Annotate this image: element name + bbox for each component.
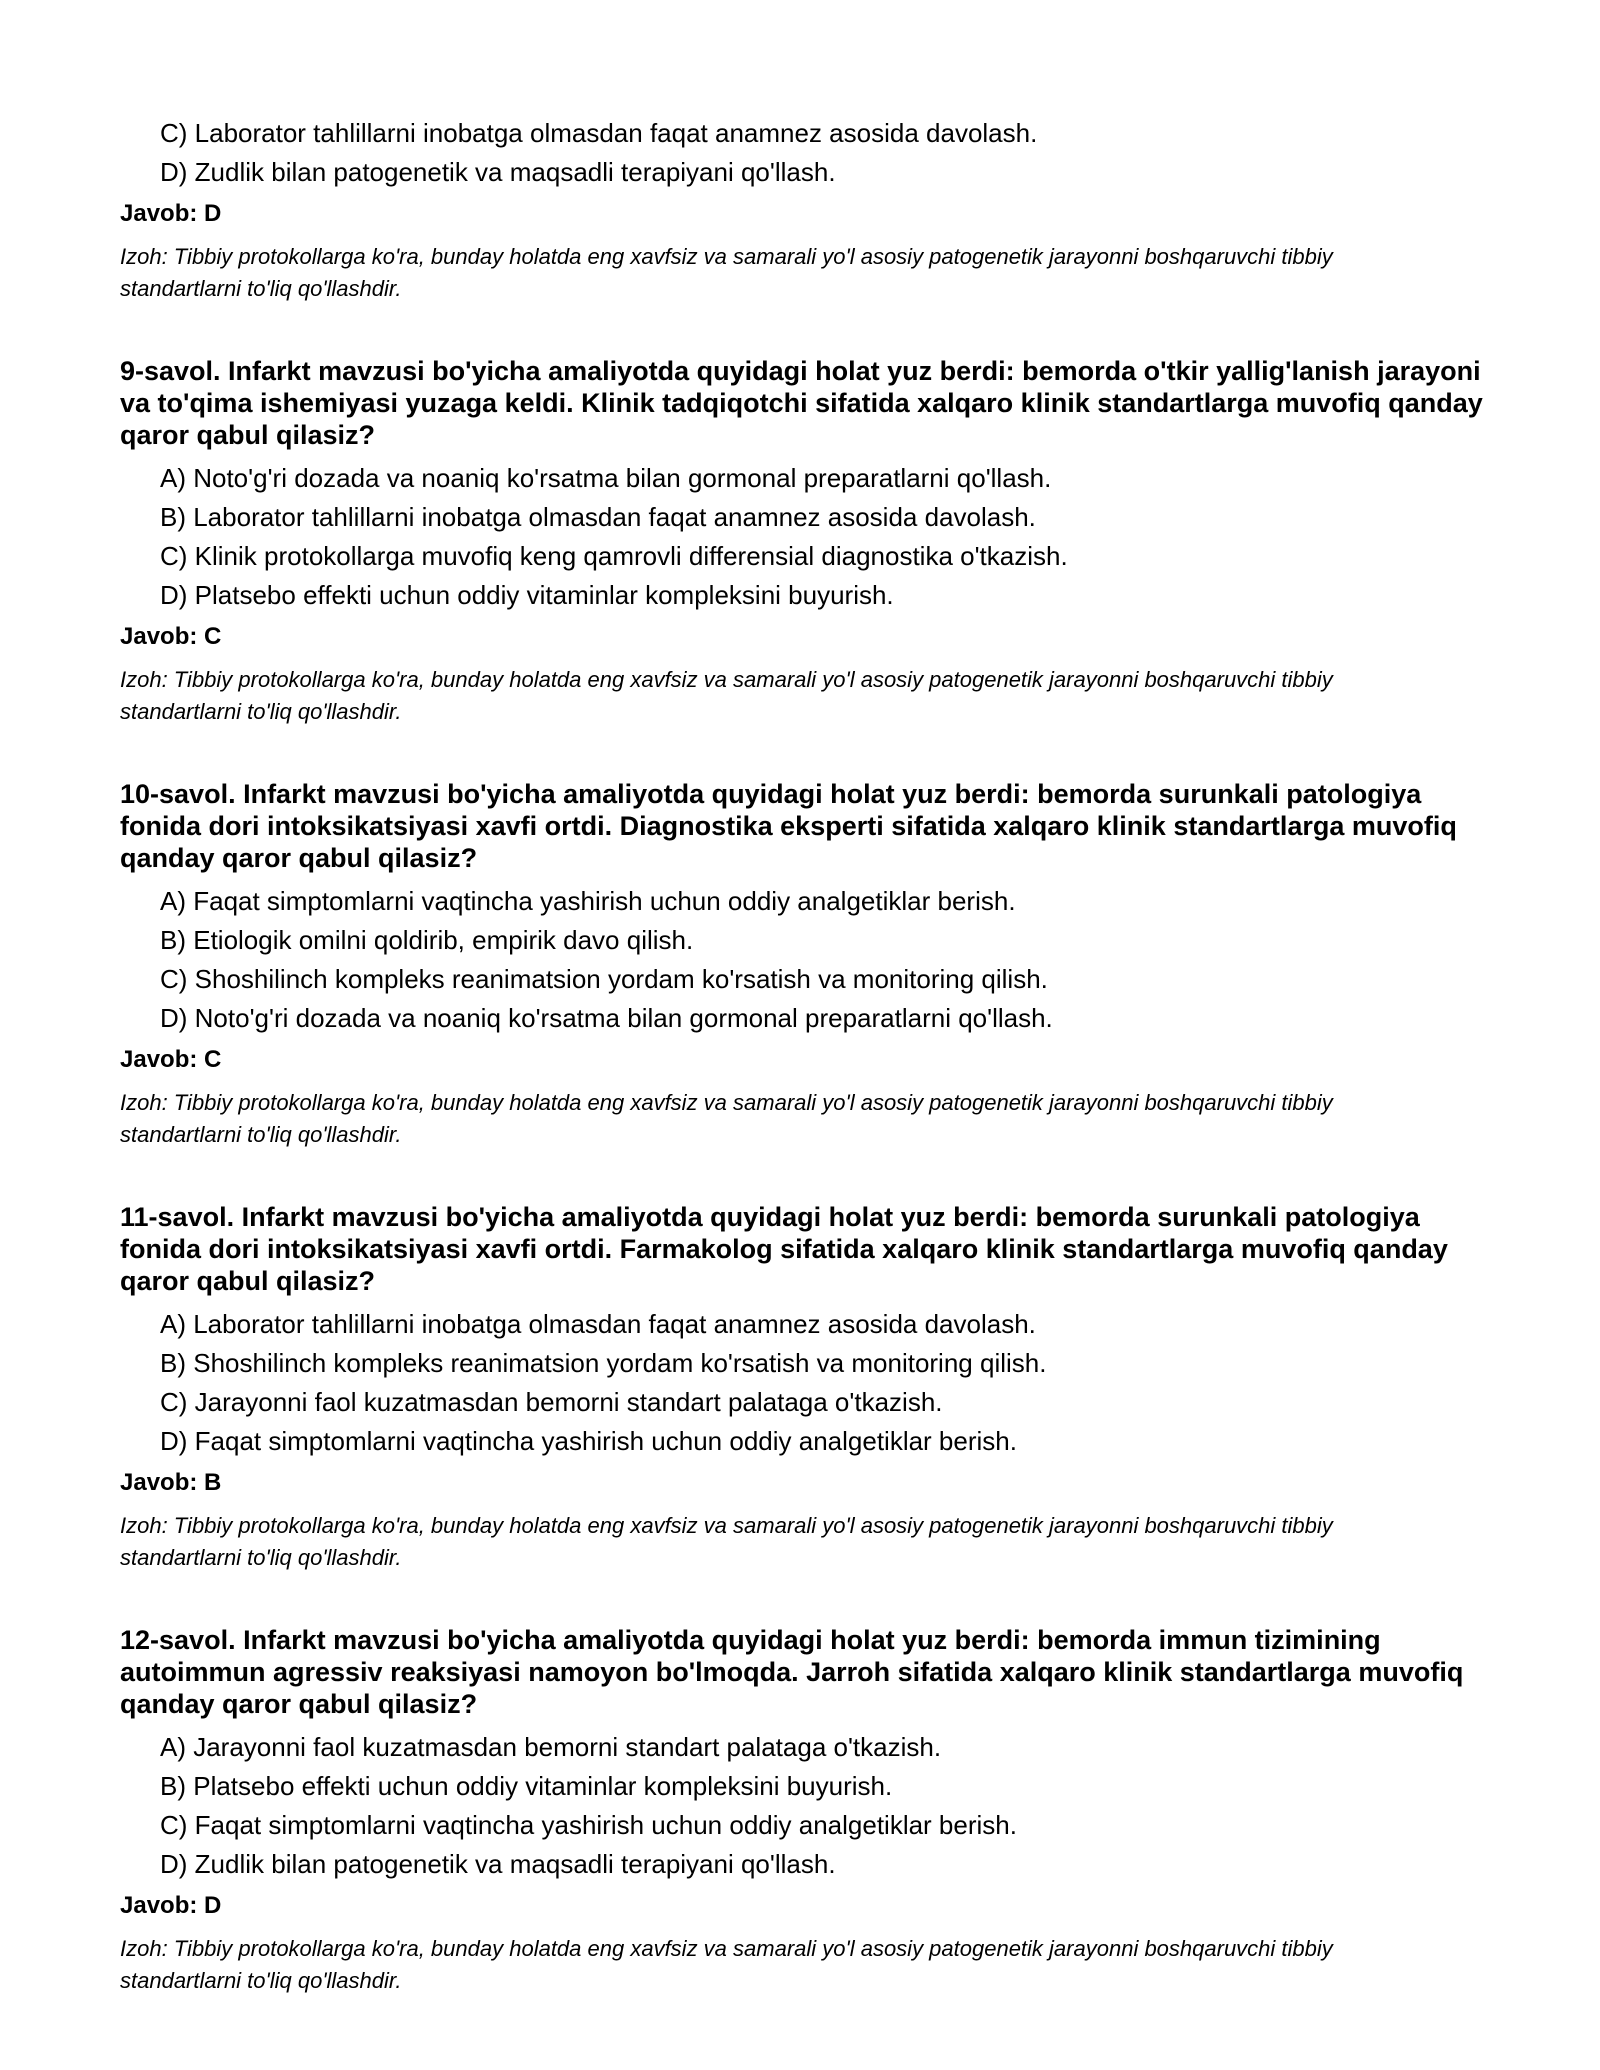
question-11 (120, 1201, 1500, 1574)
explanation-note: Izoh: Tibbiy protokollarga ko'ra, bunday holatda eng xavfsiz va samarali yo'l asosiy patogenetik jarayonni boshqaruvchi tibbiy standartlarni to'liq qo'llashdir. (120, 244, 1333, 301)
answer-label: Javob: D (120, 200, 222, 227)
option-b: B) Platsebo effekti uchun oddiy vitaminlar kompleksini buyurish. (160, 1771, 893, 1801)
option-d: D) Zudlik bilan patogenetik va maqsadli terapiyani qo'llash. (160, 157, 836, 187)
explanation-note: Izoh: Tibbiy protokollarga ko'ra, bunday holatda eng xavfsiz va samarali yo'l asosiy patogenetik jarayonni boshqaruvchi tibbiy standartlarni to'liq qo'llashdir. (120, 667, 1333, 724)
option-c: C) Shoshilinch kompleks reanimatsion yordam ko'rsatish va monitoring qilish. (160, 964, 1048, 994)
explanation-note: Izoh: Tibbiy protokollarga ko'ra, bunday holatda eng xavfsiz va samarali yo'l asosiy patogenetik jarayonni boshqaruvchi tibbiy standartlarni to'liq qo'llashdir. (120, 1936, 1333, 1993)
option-b: B) Shoshilinch kompleks reanimatsion yordam ko'rsatish va monitoring qilish. (160, 1348, 1047, 1378)
option-d: D) Zudlik bilan patogenetik va maqsadli terapiyani qo'llash. (160, 1849, 836, 1879)
option-c: C) Faqat simptomlarni vaqtincha yashirish uchun oddiy analgetiklar berish. (160, 1810, 1017, 1840)
option-a: A) Laborator tahlillarni inobatga olmasdan faqat anamnez asosida davolash. (160, 1309, 1036, 1339)
question-8-continued (120, 118, 1500, 305)
question-text: 10-savol. Infarkt mavzusi bo'yicha amaliyotda quyidagi holat yuz berdi: bemorda surunkali patologiya fonida dori intoksikatsiyasi xavfi ortdi. Diagnostika eksperti sifatida xalqaro klinik standartlarga muvofiq qanday qaror qabul qilasiz? (120, 779, 1457, 873)
answer-label: Javob: C (120, 623, 222, 650)
question-text: 12-savol. Infarkt mavzusi bo'yicha amaliyotda quyidagi holat yuz berdi: bemorda immun tizimining autoimmun agressiv reaksiyasi namoyon bo'lmoqda. Jarroh sifatida xalqaro klinik standartlarga muvofiq qanday qaror qabul qilasiz? (120, 1625, 1464, 1719)
answer-label: Javob: D (120, 1892, 222, 1919)
document-content (120, 118, 1500, 1997)
question-text: 9-savol. Infarkt mavzusi bo'yicha amaliyotda quyidagi holat yuz berdi: bemorda o'tkir yallig'lanish jarayoni va to'qima ishemiyasi yuzaga keldi. Klinik tadqiqotchi sifatida xalqaro klinik standartlarga muvofiq qanday qaror qabul qilasiz? (120, 356, 1483, 450)
question-9 (120, 355, 1500, 728)
option-d: D) Platsebo effekti uchun oddiy vitaminlar kompleksini buyurish. (160, 580, 894, 610)
question-12 (120, 1624, 1500, 1997)
option-b: B) Laborator tahlillarni inobatga olmasdan faqat anamnez asosida davolash. (160, 502, 1036, 532)
option-c: C) Laborator tahlillarni inobatga olmasdan faqat anamnez asosida davolash. (160, 118, 1038, 148)
option-a: A) Faqat simptomlarni vaqtincha yashirish uchun oddiy analgetiklar berish. (160, 886, 1016, 916)
option-d: D) Noto'g'ri dozada va noaniq ko'rsatma bilan gormonal preparatlarni qo'llash. (160, 1003, 1053, 1033)
explanation-note: Izoh: Tibbiy protokollarga ko'ra, bunday holatda eng xavfsiz va samarali yo'l asosiy patogenetik jarayonni boshqaruvchi tibbiy standartlarni to'liq qo'llashdir. (120, 1090, 1333, 1147)
answer-label: Javob: B (120, 1469, 222, 1496)
option-b: B) Etiologik omilni qoldirib, empirik davo qilish. (160, 925, 694, 955)
option-a: A) Noto'g'ri dozada va noaniq ko'rsatma bilan gormonal preparatlarni qo'llash. (160, 463, 1052, 493)
option-d: D) Faqat simptomlarni vaqtincha yashirish uchun oddiy analgetiklar berish. (160, 1426, 1017, 1456)
question-text: 11-savol. Infarkt mavzusi bo'yicha amaliyotda quyidagi holat yuz berdi: bemorda surunkali patologiya fonida dori intoksikatsiyasi xavfi ortdi. Farmakolog sifatida xalqaro klinik standartlarga muvofiq qanday qaror qabul qilasiz? (120, 1202, 1448, 1296)
option-c: C) Klinik protokollarga muvofiq keng qamrovli differensial diagnostika o'tkazish. (160, 541, 1068, 571)
explanation-note: Izoh: Tibbiy protokollarga ko'ra, bunday holatda eng xavfsiz va samarali yo'l asosiy patogenetik jarayonni boshqaruvchi tibbiy standartlarni to'liq qo'llashdir. (120, 1513, 1333, 1570)
answer-label: Javob: C (120, 1046, 222, 1073)
option-a: A) Jarayonni faol kuzatmasdan bemorni standart palataga o'tkazish. (160, 1732, 942, 1762)
option-c: C) Jarayonni faol kuzatmasdan bemorni standart palataga o'tkazish. (160, 1387, 943, 1417)
question-10 (120, 778, 1500, 1151)
